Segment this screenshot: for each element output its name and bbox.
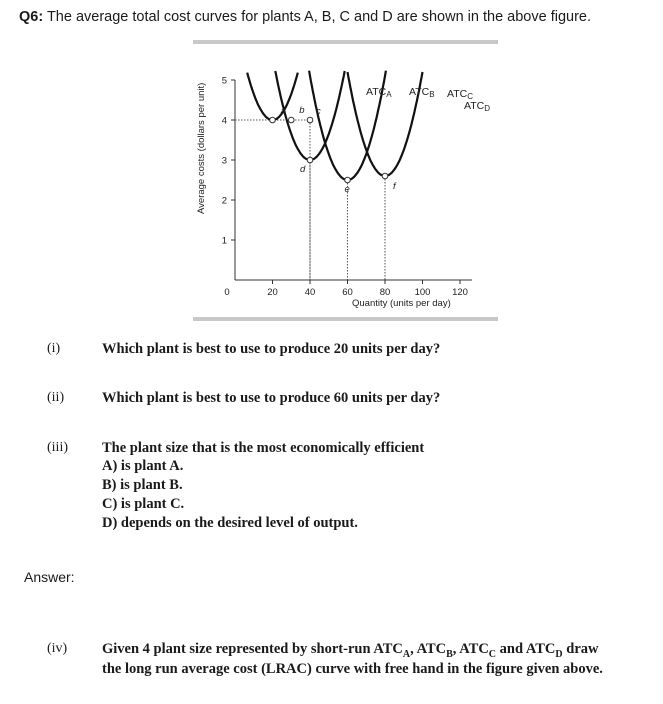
atc-curves [247, 71, 422, 180]
question-title-text: The average total cost curves for plants A, B, C and D are shown in the above figure. [46, 9, 592, 25]
question-iii-text: The plant size that is the most economically efficient [102, 440, 425, 456]
option-a: A) is plant A. [102, 458, 184, 474]
curve-label-atc-a-sub: A [386, 90, 392, 99]
point-a [270, 117, 276, 123]
option-c: C) is plant C. [102, 496, 185, 512]
question-number: Q6: [19, 9, 44, 25]
point-b [288, 117, 294, 123]
answer-label: Answer: [24, 569, 75, 585]
point-label-b: b [299, 105, 305, 116]
point-label-f: f [393, 181, 396, 192]
figure-bottom-rule [193, 317, 498, 321]
option-b: B) is plant B. [102, 477, 183, 493]
question-ii-text: Which plant is best to use to produce 60 units per day? [102, 390, 441, 406]
y-tick-label-5: 5 [221, 75, 227, 87]
x-axis-label: Quantity (units per day) [352, 298, 451, 309]
curve-label-atc-d [464, 100, 490, 113]
x-tick-label-80: 80 [379, 287, 391, 298]
curve-label-atc-a [366, 86, 392, 99]
guide-lines [235, 120, 385, 280]
point-label-d: d [300, 164, 306, 175]
curve-label-atc-d-sub: D [484, 104, 491, 113]
curve-label-atc-b [409, 86, 435, 99]
x-tick-label-20: 20 [267, 287, 278, 298]
curve-label-atc-b-main: ATC [409, 86, 430, 98]
figure-top-rule [193, 40, 498, 44]
curve-atc_a [247, 73, 298, 120]
y-axis-label: Average costs (dollars per unit) [196, 82, 207, 214]
curve-label-atc-c-sub: C [467, 92, 474, 101]
question-iv-number: (iv) [47, 641, 68, 656]
curve-label-atc-a-main: ATC [366, 86, 387, 98]
curve-label-atc-c-main: ATC [447, 88, 468, 100]
x-tick-label-40: 40 [304, 287, 316, 298]
y-tick-label-2: 2 [221, 195, 227, 207]
point-e [345, 177, 351, 183]
question-iii-number: (iii) [47, 440, 68, 455]
question-iv-line-1: Given 4 plant size represented by short-run $ATC_A$, $ATC_B$, $ATC_C$ and $ATC_D$ draw [102, 641, 599, 660]
cost-curve-figure [0, 0, 663, 330]
question-i-number: (i) [47, 341, 61, 356]
point-f [382, 173, 388, 179]
x-tick-label-60: 60 [342, 287, 353, 298]
x-tick-label-100: 100 [414, 287, 431, 298]
point-c [307, 117, 313, 123]
question-iv-line-2: the long run average cost (LRAC) curve with free hand in the figure given above. [102, 661, 603, 677]
point-label-e: e [344, 184, 350, 195]
x-tick-label-120: 120 [452, 287, 468, 298]
y-tick-label-3: 3 [221, 155, 227, 167]
question-i-text: Which plant is best to use to produce 20 units per day? [102, 341, 441, 357]
point-d [307, 157, 313, 163]
point-label-c: c [316, 106, 321, 117]
y-tick-label-4: 4 [221, 115, 227, 127]
question-ii-number: (ii) [47, 390, 65, 405]
curve-label-atc-b-sub: B [429, 90, 435, 99]
option-d: D) depends on the desired level of output. [102, 515, 358, 531]
curve-label-atc-d-main: ATC [464, 100, 485, 112]
x-tick-label-0: 0 [224, 287, 230, 298]
point-label-a: a [280, 106, 286, 117]
y-tick-label-1: 1 [221, 235, 227, 247]
